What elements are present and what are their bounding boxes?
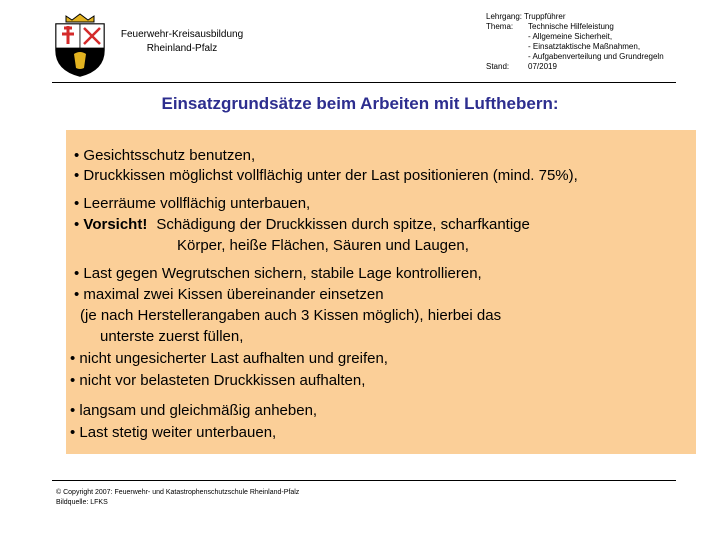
org-line-1: Feuerwehr-Kreisausbildung	[120, 29, 244, 40]
organization-name	[112, 28, 252, 56]
list-item-continuation: Körper, heiße Flächen, Säuren und Laugen,	[177, 237, 469, 254]
warning-label: Vorsicht!	[83, 216, 148, 233]
list-item: • langsam und gleichmäßig anheben,	[70, 402, 318, 419]
list-item: • Druckkissen möglichst vollflächig unter der Last positionieren (mind. 75%),	[74, 167, 578, 184]
copyright-text: © Copyright 2007: Feuerwehr- und Katastrophenschutzschule Rheinland-Pfalz	[56, 489, 300, 496]
thema-item: - Einsatztaktische Maßnahmen,	[528, 42, 641, 51]
list-item: • Gesichtsschutz benutzen,	[74, 147, 256, 164]
lehrgang-value: Truppführer	[524, 12, 566, 21]
list-item: • nicht vor belasteten Druckkissen aufhalten,	[70, 372, 366, 389]
list-item: • nicht ungesicherter Last aufhalten und greifen,	[70, 350, 388, 367]
footer	[56, 488, 299, 508]
list-item: • Leerräume vollflächig unterbauen,	[74, 195, 311, 212]
thema-value: Technische Hilfeleistung	[528, 22, 614, 31]
list-item-warning	[74, 215, 530, 234]
coat-of-arms-logo	[52, 12, 108, 78]
footer-divider	[52, 480, 676, 481]
page-title: Einsatzgrundsätze beim Arbeiten mit Lufthebern:	[161, 94, 559, 113]
stand-label: Stand:	[486, 62, 510, 71]
stand-value: 07/2019	[528, 62, 557, 71]
org-line-2: Rheinland-Pfalz	[146, 43, 218, 54]
header-divider	[52, 82, 676, 83]
list-item: • maximal zwei Kissen übereinander einsetzen	[74, 286, 384, 303]
image-source-text: Bildquelle: LFKS	[56, 499, 108, 506]
thema-item: - Aufgabenverteilung und Grundregeln	[528, 52, 664, 61]
list-item: • Last stetig weiter unterbauen,	[70, 424, 277, 441]
list-item: • Last gegen Wegrutschen sichern, stabile Lage kontrollieren,	[74, 265, 482, 282]
thema-label: Thema:	[486, 22, 514, 31]
course-meta	[486, 12, 716, 72]
bullet: •	[74, 216, 84, 233]
lehrgang-label: Lehrgang:	[486, 12, 523, 21]
list-item-continuation: unterste zuerst füllen,	[100, 328, 244, 345]
list-item-continuation: (je nach Herstellerangaben auch 3 Kissen möglich), hierbei das	[80, 307, 502, 324]
warning-text: Schädigung der Druckkissen durch spitze, scharfkantige	[156, 216, 530, 233]
thema-item: - Allgemeine Sicherheit,	[528, 32, 613, 41]
